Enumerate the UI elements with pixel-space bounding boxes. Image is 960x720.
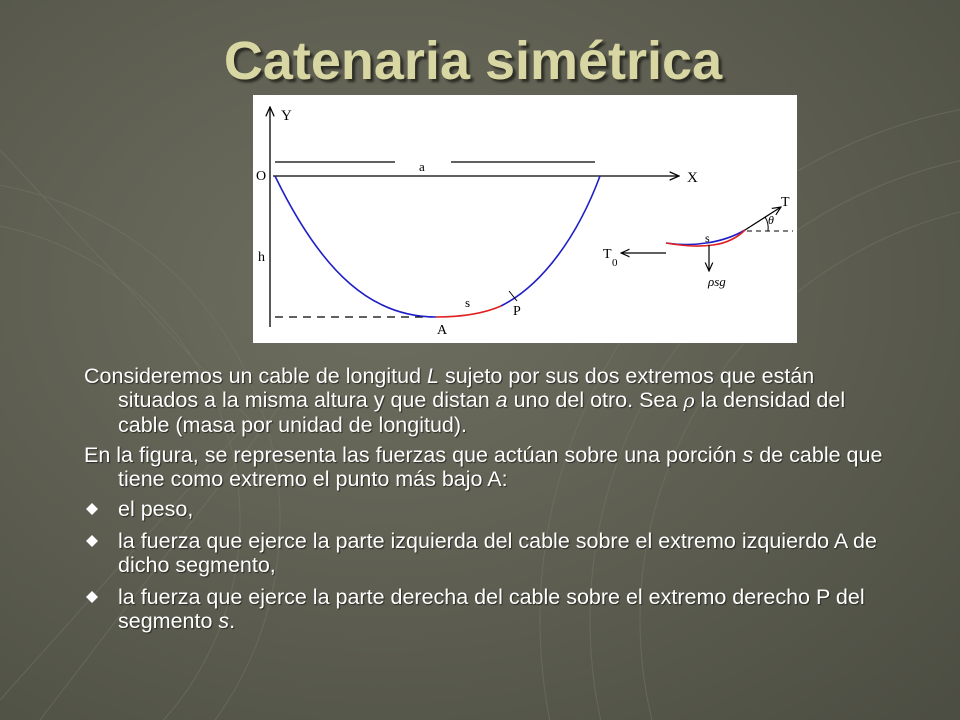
- label-y: Y: [281, 108, 292, 124]
- catenary-figure: [253, 95, 797, 343]
- label-x: X: [687, 170, 698, 186]
- label-h: h: [258, 250, 265, 265]
- list-item: la fuerza que ejerce la parte izquierda del cable sobre el extremo izquierdo A de dicho segmento,: [84, 529, 884, 577]
- slide-body: [84, 364, 884, 641]
- label-s: s: [465, 295, 471, 310]
- var-s: s: [742, 443, 754, 467]
- label-t0-subscript: 0: [612, 257, 618, 269]
- paragraph-intro: Consideremos un cable de longitud L sujeto por sus dos extremos que están situados a la misma altura y que distan a uno del otro. Sea ρ la densidad del cable (masa por unidad de longitud).: [84, 364, 846, 437]
- label-a-span: a: [419, 159, 425, 174]
- label-a-point: A: [437, 323, 448, 338]
- var-rho: ρ: [683, 390, 695, 412]
- label-t: T: [781, 195, 790, 210]
- list-item: la fuerza que ejerce la parte derecha del cable sobre el extremo derecho P del segmento s.: [84, 585, 884, 633]
- label-weight: ρsg: [708, 274, 726, 289]
- label-t0: T: [603, 247, 612, 262]
- catenary-curve-blue: [275, 176, 600, 317]
- list-item: el peso,: [84, 497, 884, 521]
- tension-t-arrow: [745, 207, 781, 230]
- label-s-small: s: [705, 231, 710, 245]
- label-theta: θ: [768, 213, 774, 227]
- label-o: O: [256, 169, 267, 184]
- paragraph-forces: En la figura, se representa las fuerzas que actúan sobre una porción s de cable que tiene como extremo el punto más bajo A:: [84, 443, 883, 491]
- forces-list: [84, 497, 884, 633]
- diamond-bullet-icon: [86, 503, 98, 515]
- slide-title: Catenaria simétrica: [223, 31, 723, 91]
- var-a: a: [495, 388, 508, 412]
- label-p: P: [513, 304, 521, 319]
- var-L: L: [427, 364, 439, 388]
- diamond-bullet-icon: [86, 535, 98, 547]
- diamond-bullet-icon: [86, 591, 98, 603]
- catenary-diagram: [253, 95, 797, 343]
